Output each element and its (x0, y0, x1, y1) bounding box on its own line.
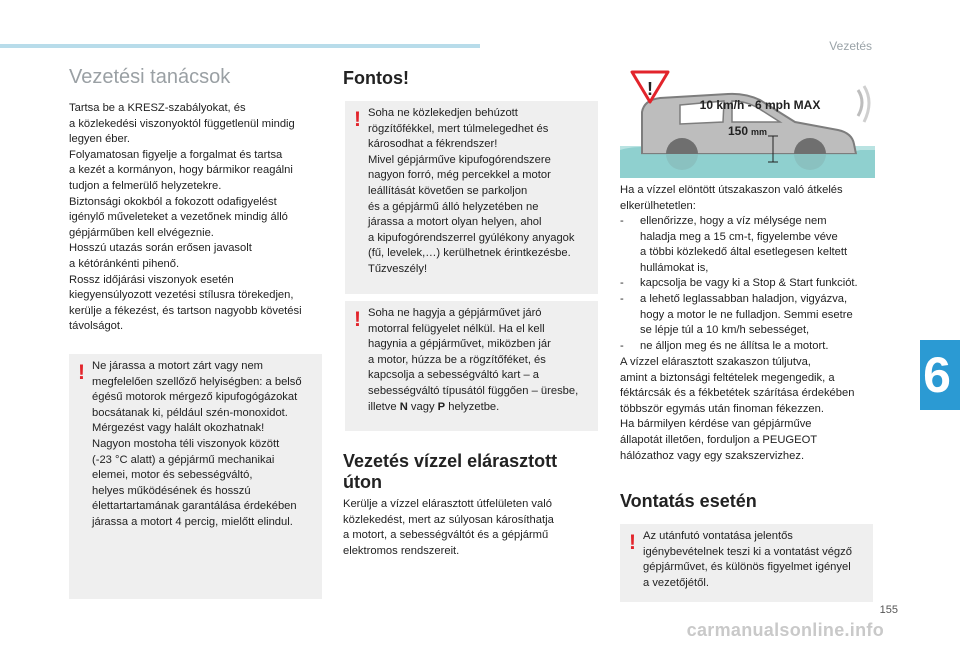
list-item: - ne álljon meg és ne állítsa le a motort. (620, 339, 829, 352)
chapter-number: 6 (923, 347, 951, 403)
gear-n: N (399, 400, 408, 413)
warning-text-unattended (368, 306, 590, 415)
warning-mark-icon: ! (78, 361, 85, 384)
running-head: Vezetés (829, 39, 872, 53)
section-title-driving-advice: Vezetési tanácsok (69, 66, 231, 88)
page-number: 155 (879, 604, 898, 616)
warning-box-towing (620, 524, 873, 602)
warning-text-towing: Az utánfutó vontatása jelentős igénybevételnek teszi ki a vontatást végző gépjárművet, és különös figyelmet igényel a vezetőjétől. (643, 530, 852, 589)
list-item: - kapcsolja be vagy ki a Stop & Start funkciót. (620, 277, 858, 290)
flooded-road-text: Kerülje a vízzel elárasztott útfelületen való közlekedést, mert az súlyosan károsíthatja a motort, a sebességváltót és a gépjármű elektromos rendszereit. (343, 498, 554, 557)
section-title-flooded-road: Vezetés vízzel elárasztott úton (343, 451, 558, 492)
warning-text-parking-brake: Soha ne közlekedjen behúzott rögzítőfékkel, mert túlmelegedhet és károsodhat a fékrendszer! Mivel gépjárműve kipufogórendszere nagyon forró, még percekkel a motor leállítását követően se parkoljon és a gépjármű álló helyzetében ne járassa a motort olyan helyen, ahol a kipufogórendszerrel gyúlékony anyagok (fű, levelek,…) kerülhetnek érintkezésbe. Tűzveszély! (368, 107, 575, 275)
section-title-towing: Vontatás esetén (620, 491, 757, 511)
speed-limit-label: 10 km/h - 6 mph MAX (699, 98, 821, 112)
warning-text-exhaust: Ne járassa a motort zárt vagy nem megfelelően szellőző helyiségben: a belső égésű motorok mérgező kipufogógázokat bocsátanak ki, például szén-monoxidot. Mérgezést vagy halált okozhatnak! Nagyon mostoha téli viszonyok között (-23 °C alatt) a gépjármű mechanikai elemei, motor és sebességváltó, helyes működésének és hosszú élettartartamának garantálása érdekében járassa a motort 4 percig, mielőtt elindul. (92, 360, 302, 528)
warning-mark-icon: ! (354, 308, 361, 331)
warning-text-end: helyzetbe. (445, 400, 500, 413)
warning-text-connector: vagy (407, 400, 438, 413)
flooded-road-illustration (620, 70, 875, 178)
warning-box-exhaust (69, 354, 322, 599)
list-item: - ellenőrizze, hogy a víz mélysége nem haladja meg a 15 cm-t, figyelembe véve a többi közlekedő által esetlegesen keltett hullámokat is, (620, 215, 848, 274)
warning-box-unattended (345, 301, 598, 431)
list-item: - a lehető leglassabban haladjon, vigyázva, hogy a motor le ne fulladjon. Semmi esetre se lépje túl a 10 km/h sebességet, (620, 292, 853, 337)
warning-mark-icon: ! (629, 531, 636, 554)
warning-text-unattended-main: Soha ne hagyja a gépjárművet járó motorral felügyelet nélkül. Ha el kell hagynia a gépjárművet, miközben jár a motor, húzza be a rögzítőféket, és kapcsolja a sebességváltó kart – a sebességváltó típusától függően – üresbe, illetve (368, 307, 579, 413)
after-flood-text: A vízzel elárasztott szakaszon túljutva, amint a biztonsági feltételek megengedik, a féktárcsák és a fékbetétek szárítása érdekében többször egymás után finoman fékezzen. Ha bármilyen kérdése van gépjárműve állapotát illetően, forduljon a PEUGEOT hálózathoz vagy egy szakszervizhez. (620, 356, 855, 462)
depth-value: 150 (727, 124, 748, 138)
warning-box-parking-brake (345, 101, 598, 294)
driving-advice-text: Tartsa be a KRESZ-szabályokat, és a közlekedési viszonyoktól függetlenül mindig legyen éber. Folyamatosan figyelje a forgalmat és tartsa a kezét a kormányon, hogy bármikor reagálni tudjon a felmerülő helyzetekre. Biztonsági okokból a fokozott odafigyelést igénylő műveleteket a vezetőnek mindig álló gépjárműben kell elvégeznie. Hosszú utazás során erősen javasolt a kétóránkénti pihenő. Rossz időjárási viszonyok esetén kiegyensúlyozott vezetési stílusra törekedjen, kerülje a fékezést, és tartson nagyobb követési távolságot. (69, 102, 302, 333)
warning-mark-icon: ! (354, 108, 361, 131)
warning-triangle-glyph: ! (647, 79, 653, 99)
depth-unit: mm (751, 127, 768, 137)
flood-crossing-list (620, 214, 882, 354)
watermark: carmanualsonline.info (686, 620, 884, 640)
gear-p: P (437, 400, 446, 413)
section-title-important: Fontos! (343, 68, 409, 88)
flood-crossing-lead: Ha a vízzel elöntött útszakaszon való átkelés elkerülhetetlen: (620, 184, 843, 212)
header-accent-bar (0, 44, 480, 48)
